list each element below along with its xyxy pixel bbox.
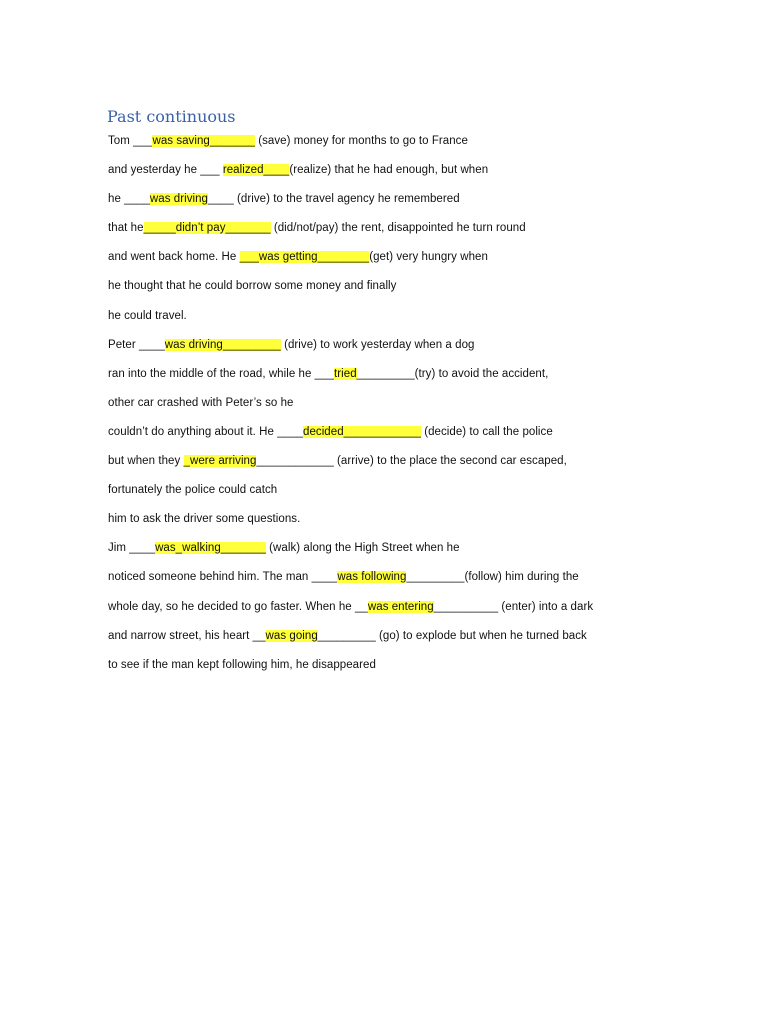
text-line: [108, 654, 593, 683]
text-line: [108, 479, 593, 508]
text-segment: __________ (enter) into a dark: [433, 600, 594, 613]
highlighted-answer: _were arriving: [183, 455, 257, 468]
text-line: [108, 508, 593, 537]
highlighted-answer: was following: [337, 571, 407, 584]
text-line: [108, 130, 593, 159]
text-line: [108, 421, 593, 450]
text-segment: _________ (go) to explode but when he turned back: [317, 629, 587, 642]
text-segment: and narrow street, his heart __: [108, 629, 266, 642]
text-line: [108, 537, 593, 566]
text-line: [108, 566, 593, 595]
text-segment: ran into the middle of the road, while he ___: [108, 367, 335, 380]
text-segment: to see if the man kept following him, he disappeared: [108, 658, 376, 671]
page-title: Past continuous: [107, 107, 236, 126]
text-segment: he ____: [108, 193, 150, 206]
highlighted-answer: was saving_______: [152, 135, 255, 147]
highlighted-answer: was driving_________: [164, 338, 281, 351]
text-segment: _________(try) to avoid the accident,: [356, 367, 549, 380]
text-segment: (realize) that he had enough, but when: [289, 164, 489, 177]
text-line: [108, 363, 593, 392]
text-segment: other car crashed with Peter’s so he: [108, 396, 294, 409]
text-segment: (did/not/pay) the rent, disappointed he turn round: [270, 222, 526, 235]
text-segment: Peter ____: [108, 338, 165, 351]
text-line: [108, 159, 593, 188]
text-segment: ____________ (arrive) to the place the second car escaped,: [256, 455, 567, 468]
text-line: [108, 450, 593, 479]
text-line: [108, 334, 593, 363]
text-segment: ____ (drive) to the travel agency he remembered: [208, 193, 460, 206]
highlighted-answer: ___was getting________: [239, 251, 370, 264]
text-segment: Jim ____: [108, 542, 156, 555]
text-segment: Tom ___: [108, 135, 153, 147]
text-segment: whole day, so he decided to go faster. When he __: [108, 600, 368, 613]
highlighted-answer: _____didn’t pay_______: [143, 222, 271, 235]
text-line: [108, 217, 593, 246]
text-segment: he could travel.: [108, 309, 187, 322]
text-segment: (drive) to work yesterday when a dog: [280, 338, 475, 351]
highlighted-answer: was going: [265, 629, 318, 642]
text-line: [108, 305, 593, 334]
text-segment: fortunately the police could catch: [108, 484, 278, 497]
text-segment: noticed someone behind him. The man ____: [108, 571, 338, 584]
text-segment: and yesterday he ___: [108, 164, 223, 177]
highlighted-answer: realized____: [222, 164, 290, 177]
text-line: [108, 596, 593, 625]
text-line: [108, 188, 593, 217]
text-segment: _________(follow) him during the: [406, 571, 579, 584]
text-segment: and went back home. He: [108, 251, 240, 264]
text-line: [108, 625, 593, 654]
text-segment: (walk) along the High Street when he: [265, 542, 460, 555]
text-line: [108, 392, 593, 421]
text-segment: couldn’t do anything about it. He ____: [108, 425, 303, 438]
text-line: [108, 275, 593, 304]
highlighted-answer: was entering: [367, 600, 434, 613]
text-segment: but when they: [108, 455, 184, 468]
exercise-text: [108, 130, 593, 683]
highlighted-answer: was_walking_______: [155, 542, 266, 555]
highlighted-answer: was driving: [149, 193, 208, 206]
text-line: [108, 246, 593, 275]
highlighted-answer: tried: [334, 367, 357, 380]
text-segment: him to ask the driver some questions.: [108, 513, 301, 526]
text-segment: (get) very hungry when: [369, 251, 488, 264]
highlighted-answer: decided____________: [303, 425, 421, 438]
text-segment: he thought that he could borrow some money and finally: [108, 280, 397, 293]
text-segment: that he: [108, 222, 144, 235]
text-segment: (decide) to call the police: [420, 425, 553, 438]
text-segment: (save) money for months to go to France: [254, 135, 468, 147]
